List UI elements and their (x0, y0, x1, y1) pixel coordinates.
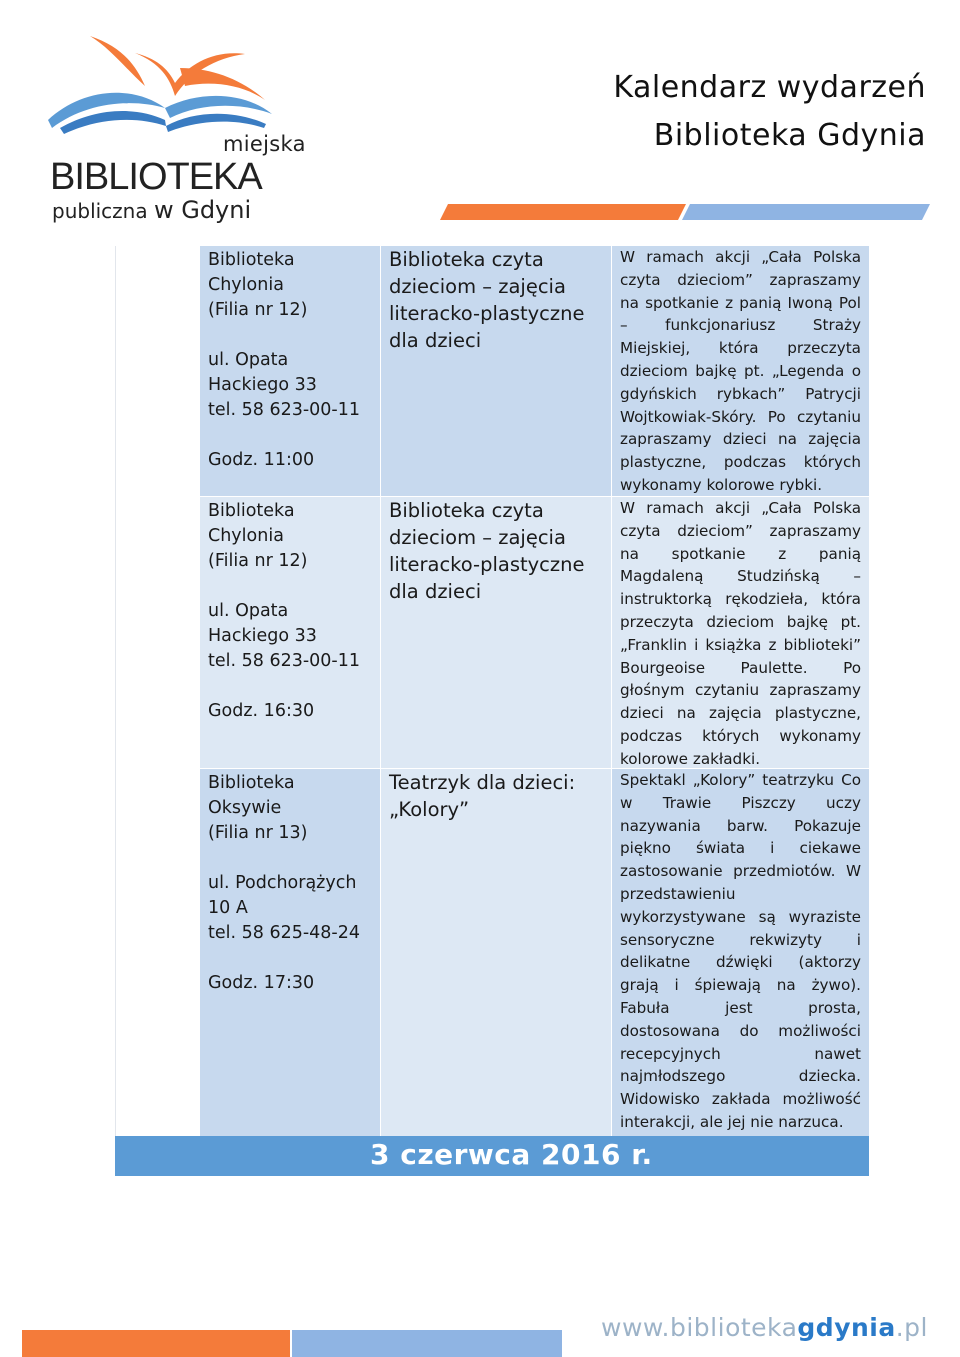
footer-orange-bar (22, 1330, 290, 1357)
event-description-cell (612, 769, 869, 1136)
event-title-line: dzieciom – zajęcia (389, 526, 566, 549)
location-branch: (Filia nr 12) (208, 551, 308, 571)
event-description: Spektakl „Kolory” teatrzyku Co w Trawie Piszczy uczy nazywania barw. Pokazuje piękno świata i ciekawe zastosowanie przedmiotów. W przedstawieniu wykorzystywane są wyraziste sensoryczne rekwizyty i delikatne dźwięki (aktorzy grają i śpiewają na żywo). Fabuła jest prosta, dostosowana do możliwości recepcyjnych nawet najmłodszego dziecka. Widowisko zakłada możliwość interakcji, ale jej nie narzuca. (620, 771, 861, 1131)
footer-accent-bars (22, 1330, 562, 1357)
location-phone: tel. 58 625-48-24 (208, 923, 361, 943)
header-orange-bar (440, 204, 686, 220)
event-title-line: dzieciom – zajęcia (389, 275, 566, 298)
event-title-cell (381, 497, 611, 768)
logo-miejska-text: miejska (223, 132, 306, 156)
location-phone: tel. 58 623-00-11 (208, 400, 361, 420)
event-time: Godz. 11:00 (208, 450, 315, 470)
event-row (200, 246, 869, 496)
location-name: Biblioteka (208, 501, 295, 521)
event-title-cell (381, 246, 611, 496)
page-title-line1: Kalendarz wydarzeń (613, 70, 926, 105)
location-branch: (Filia nr 13) (208, 823, 308, 843)
event-title-line: literacko-plastyczne (389, 302, 585, 325)
location-street: ul. Opata (208, 350, 289, 370)
location-street: ul. Opata (208, 601, 289, 621)
location-street: 10 A (208, 898, 248, 918)
event-location-cell (200, 769, 380, 1136)
event-title-line: „Kolory” (389, 798, 470, 821)
location-name: Biblioteka (208, 250, 295, 270)
event-date: 3 czerwca 2016 r. (370, 1138, 653, 1171)
location-street: Hackiego 33 (208, 375, 317, 395)
location-name: Chylonia (208, 526, 284, 546)
event-description: W ramach akcji „Cała Polska czyta dzieciom” zapraszamy na spotkanie z panią Iwoną Pol – funkcjonariusz Straży Miejskiej, która przeczyta dzieciom bajkę pt. „Legenda o gdyńskich rybkach” Patrycji Wojtkowiak-Skóry. Po czytaniu zapraszamy dzieci na zajęcia plastyczne, podczas których wykonamy kolorowe rybki. (620, 248, 861, 494)
footer-url-bold: gdynia (797, 1313, 896, 1342)
header-accent-bars (440, 204, 930, 220)
event-title-line: dla dzieci (389, 329, 482, 352)
events-left-margin (115, 246, 201, 1136)
event-row (200, 769, 869, 1136)
location-phone: tel. 58 623-00-11 (208, 651, 361, 671)
event-description-cell (612, 497, 869, 768)
header-blue-bar (682, 204, 930, 220)
footer-url-suffix: .pl (895, 1313, 928, 1342)
location-branch: (Filia nr 12) (208, 300, 308, 320)
event-row (200, 497, 869, 768)
event-time: Godz. 16:30 (208, 701, 315, 721)
event-title-line: Teatrzyk dla dzieci: (389, 771, 576, 794)
footer-url-prefix: www.biblioteka (601, 1313, 798, 1342)
events-table (115, 246, 869, 1176)
event-title-line: literacko-plastyczne (389, 553, 585, 576)
logo-publiczna-word: publiczna (52, 199, 148, 223)
date-bar (115, 1136, 869, 1176)
logo-publiczna-text (52, 196, 251, 224)
footer-website-link[interactable] (601, 1313, 928, 1342)
location-street: Hackiego 33 (208, 626, 317, 646)
location-street: ul. Podchorążych (208, 873, 357, 893)
logo-biblioteka-text: BIBLIOTEKA (50, 156, 262, 198)
event-location-cell (200, 246, 380, 496)
event-title-line: Biblioteka czyta (389, 248, 544, 271)
footer-blue-bar (292, 1330, 562, 1357)
event-title-line: dla dzieci (389, 580, 482, 603)
logo-w-gdyni-word: w Gdyni (153, 196, 252, 224)
event-description-cell (612, 246, 869, 496)
location-name: Biblioteka Oksywie (208, 773, 295, 818)
event-title-cell (381, 769, 611, 1136)
event-title-line: Biblioteka czyta (389, 499, 544, 522)
location-name: Chylonia (208, 275, 284, 295)
page-title-line2: Biblioteka Gdynia (653, 118, 926, 153)
open-book-icon (40, 28, 280, 148)
library-logo (40, 28, 306, 224)
event-location-cell (200, 497, 380, 768)
event-time: Godz. 17:30 (208, 973, 315, 993)
event-description: W ramach akcji „Cała Polska czyta dzieciom” zapraszamy na spotkanie z panią Magdaleną Studzińską – instruktorką rękodzieła, która przeczyta dzieciom bajkę pt. „Franklin i książka z biblioteki” Bourgeoise Paulette. Po głośnym czytaniu zapraszamy dzieci na zajęcia plastyczne, podczas których wykonamy kolorowe zakładki. (620, 499, 861, 768)
